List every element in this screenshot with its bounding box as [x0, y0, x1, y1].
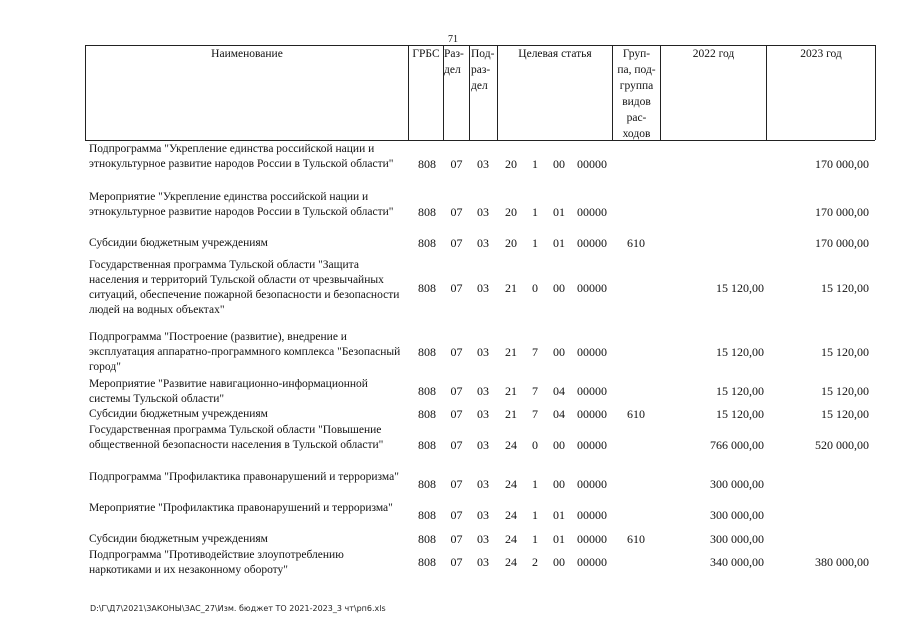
- header-target: Целевая статья: [518, 48, 592, 60]
- razdel-cell: 07: [450, 438, 463, 452]
- target-direction-cell: 00000: [577, 555, 607, 569]
- target-subprogram-cell: 0: [532, 438, 538, 452]
- grbs-cell: 808: [418, 205, 436, 219]
- podrazdel-cell: 03: [477, 508, 489, 522]
- razdel-cell: 07: [450, 384, 463, 398]
- podrazdel-cell: 03: [477, 438, 489, 452]
- target-subprogram-cell: 1: [532, 157, 538, 171]
- target-program-cell: 24: [505, 477, 517, 491]
- razdel-cell: 07: [450, 205, 463, 219]
- header-2022: 2022 год: [692, 48, 735, 60]
- target-direction-cell: 00000: [577, 281, 607, 295]
- amount-2022-cell: 15 120,00: [716, 345, 764, 359]
- razdel-cell: 07: [450, 157, 463, 171]
- target-event-cell: 04: [553, 384, 565, 398]
- target-subprogram-cell: 7: [532, 407, 538, 421]
- target-subprogram-cell: 1: [532, 532, 538, 546]
- col-divider: [469, 45, 470, 140]
- grbs-cell: 808: [418, 384, 436, 398]
- amount-2022-cell: 15 120,00: [716, 407, 764, 421]
- header-razdel: Раз- дел: [444, 48, 464, 76]
- target-direction-cell: 00000: [577, 236, 607, 250]
- target-program-cell: 21: [505, 407, 517, 421]
- target-event-cell: 04: [553, 407, 565, 421]
- row-name: Подпрограмма "Профилактика правонарушений и терроризма": [89, 471, 399, 483]
- amount-2022-cell: 300 000,00: [710, 477, 764, 491]
- target-program-cell: 20: [505, 205, 517, 219]
- header-grbs: ГРБС: [412, 48, 440, 60]
- grbs-cell: 808: [418, 477, 436, 491]
- amount-2023-cell: 170 000,00: [815, 236, 869, 250]
- target-subprogram-cell: 1: [532, 477, 538, 491]
- amount-2023-cell: 15 120,00: [821, 384, 869, 398]
- target-subprogram-cell: 1: [532, 236, 538, 250]
- target-direction-cell: 00000: [577, 384, 607, 398]
- row-name: Подпрограмма "Укрепление единства российской нации и этнокультурное развитие народов России в Тульской области": [89, 143, 394, 170]
- row-name: Субсидии бюджетным учреждениям: [89, 237, 268, 249]
- podrazdel-cell: 03: [477, 236, 489, 250]
- target-subprogram-cell: 1: [532, 508, 538, 522]
- grbs-cell: 808: [418, 281, 436, 295]
- target-direction-cell: 00000: [577, 157, 607, 171]
- expense-group-cell: 610: [627, 407, 645, 421]
- target-program-cell: 20: [505, 236, 517, 250]
- target-event-cell: 01: [553, 205, 565, 219]
- amount-2022-cell: 300 000,00: [710, 508, 764, 522]
- row-name: Подпрограмма "Противодействие злоупотреблению наркотиками и их незаконному обороту": [89, 549, 344, 576]
- target-program-cell: 21: [505, 345, 517, 359]
- target-subprogram-cell: 1: [532, 205, 538, 219]
- razdel-cell: 07: [450, 345, 463, 359]
- razdel-cell: 07: [450, 236, 463, 250]
- podrazdel-cell: 03: [477, 384, 489, 398]
- amount-2022-cell: 15 120,00: [716, 281, 764, 295]
- target-direction-cell: 00000: [577, 205, 607, 219]
- target-event-cell: 00: [553, 281, 565, 295]
- target-direction-cell: 00000: [577, 345, 607, 359]
- target-event-cell: 00: [553, 555, 565, 569]
- row-name: Государственная программа Тульской области "Защита населения и территорий Тульской области от чрезвычайных ситуаций, обеспечение пожарной безопасности и безопасности людей на водных объектах": [89, 259, 400, 316]
- grbs-cell: 808: [418, 438, 436, 452]
- razdel-cell: 07: [450, 407, 463, 421]
- target-subprogram-cell: 2: [532, 555, 538, 569]
- podrazdel-cell: 03: [477, 477, 489, 491]
- amount-2023-cell: 520 000,00: [815, 438, 869, 452]
- target-direction-cell: 00000: [577, 532, 607, 546]
- amount-2023-cell: 15 120,00: [821, 345, 869, 359]
- target-event-cell: 00: [553, 345, 565, 359]
- target-direction-cell: 00000: [577, 438, 607, 452]
- amount-2023-cell: 15 120,00: [821, 281, 869, 295]
- target-event-cell: 00: [553, 157, 565, 171]
- header-bottom-border: [85, 140, 875, 141]
- grbs-cell: 808: [418, 157, 436, 171]
- podrazdel-cell: 03: [477, 532, 489, 546]
- podrazdel-cell: 03: [477, 157, 489, 171]
- amount-2023-cell: 170 000,00: [815, 157, 869, 171]
- header-name: Наименование: [211, 48, 283, 60]
- expense-group-cell: 610: [627, 532, 645, 546]
- header-podrazdel: Под- раз- дел: [471, 48, 495, 92]
- row-name: Государственная программа Тульской области "Повышение общественной безопасности населения в Тульской области": [89, 424, 384, 451]
- file-path-footer: D:\Г\Д7\2021\ЗАКОНЫ\ЗАС_27\Изм. бюджет ТО 2021-2023_3 чт\рп6.xls: [90, 604, 386, 613]
- target-event-cell: 01: [553, 236, 565, 250]
- grbs-cell: 808: [418, 345, 436, 359]
- row-name: Мероприятие "Профилактика правонарушений и терроризма": [89, 502, 393, 514]
- expense-group-cell: 610: [627, 236, 645, 250]
- podrazdel-cell: 03: [477, 407, 489, 421]
- row-name: Субсидии бюджетным учреждениям: [89, 408, 268, 420]
- target-program-cell: 24: [505, 438, 517, 452]
- target-event-cell: 00: [553, 477, 565, 491]
- razdel-cell: 07: [450, 555, 463, 569]
- target-direction-cell: 00000: [577, 477, 607, 491]
- target-program-cell: 24: [505, 555, 517, 569]
- row-name: Мероприятие "Развитие навигационно-информационной системы Тульской области": [89, 378, 368, 405]
- target-event-cell: 00: [553, 438, 565, 452]
- target-program-cell: 20: [505, 157, 517, 171]
- grbs-cell: 808: [418, 532, 436, 546]
- amount-2022-cell: 300 000,00: [710, 532, 764, 546]
- target-subprogram-cell: 7: [532, 384, 538, 398]
- target-direction-cell: 00000: [577, 407, 607, 421]
- row-name: Мероприятие "Укрепление единства российской нации и этнокультурное развитие народов России в Тульской области": [89, 191, 394, 218]
- target-program-cell: 24: [505, 508, 517, 522]
- target-subprogram-cell: 7: [532, 345, 538, 359]
- page-number: 71: [448, 34, 458, 45]
- grbs-cell: 808: [418, 236, 436, 250]
- target-program-cell: 21: [505, 281, 517, 295]
- podrazdel-cell: 03: [477, 345, 489, 359]
- amount-2022-cell: 766 000,00: [710, 438, 764, 452]
- target-subprogram-cell: 0: [532, 281, 538, 295]
- header-group: Груп- па, под- группа видов рас- ходов: [617, 48, 656, 140]
- amount-2022-cell: 15 120,00: [716, 384, 764, 398]
- amount-2022-cell: 340 000,00: [710, 555, 764, 569]
- razdel-cell: 07: [450, 508, 463, 522]
- target-event-cell: 01: [553, 508, 565, 522]
- row-name: Подпрограмма "Построение (развитие), внедрение и эксплуатация аппаратно-программного комплекса "Безопасный город": [89, 331, 401, 373]
- amount-2023-cell: 170 000,00: [815, 205, 869, 219]
- podrazdel-cell: 03: [477, 555, 489, 569]
- col-divider: [875, 45, 876, 140]
- amount-2023-cell: 15 120,00: [821, 407, 869, 421]
- podrazdel-cell: 03: [477, 281, 489, 295]
- amount-2023-cell: 380 000,00: [815, 555, 869, 569]
- grbs-cell: 808: [418, 508, 436, 522]
- row-name: Субсидии бюджетным учреждениям: [89, 533, 268, 545]
- podrazdel-cell: 03: [477, 205, 489, 219]
- target-event-cell: 01: [553, 532, 565, 546]
- razdel-cell: 07: [450, 532, 463, 546]
- grbs-cell: 808: [418, 407, 436, 421]
- target-direction-cell: 00000: [577, 508, 607, 522]
- target-program-cell: 24: [505, 532, 517, 546]
- razdel-cell: 07: [450, 281, 463, 295]
- header-2023: 2023 год: [800, 48, 842, 60]
- target-program-cell: 21: [505, 384, 517, 398]
- grbs-cell: 808: [418, 555, 436, 569]
- razdel-cell: 07: [450, 477, 463, 491]
